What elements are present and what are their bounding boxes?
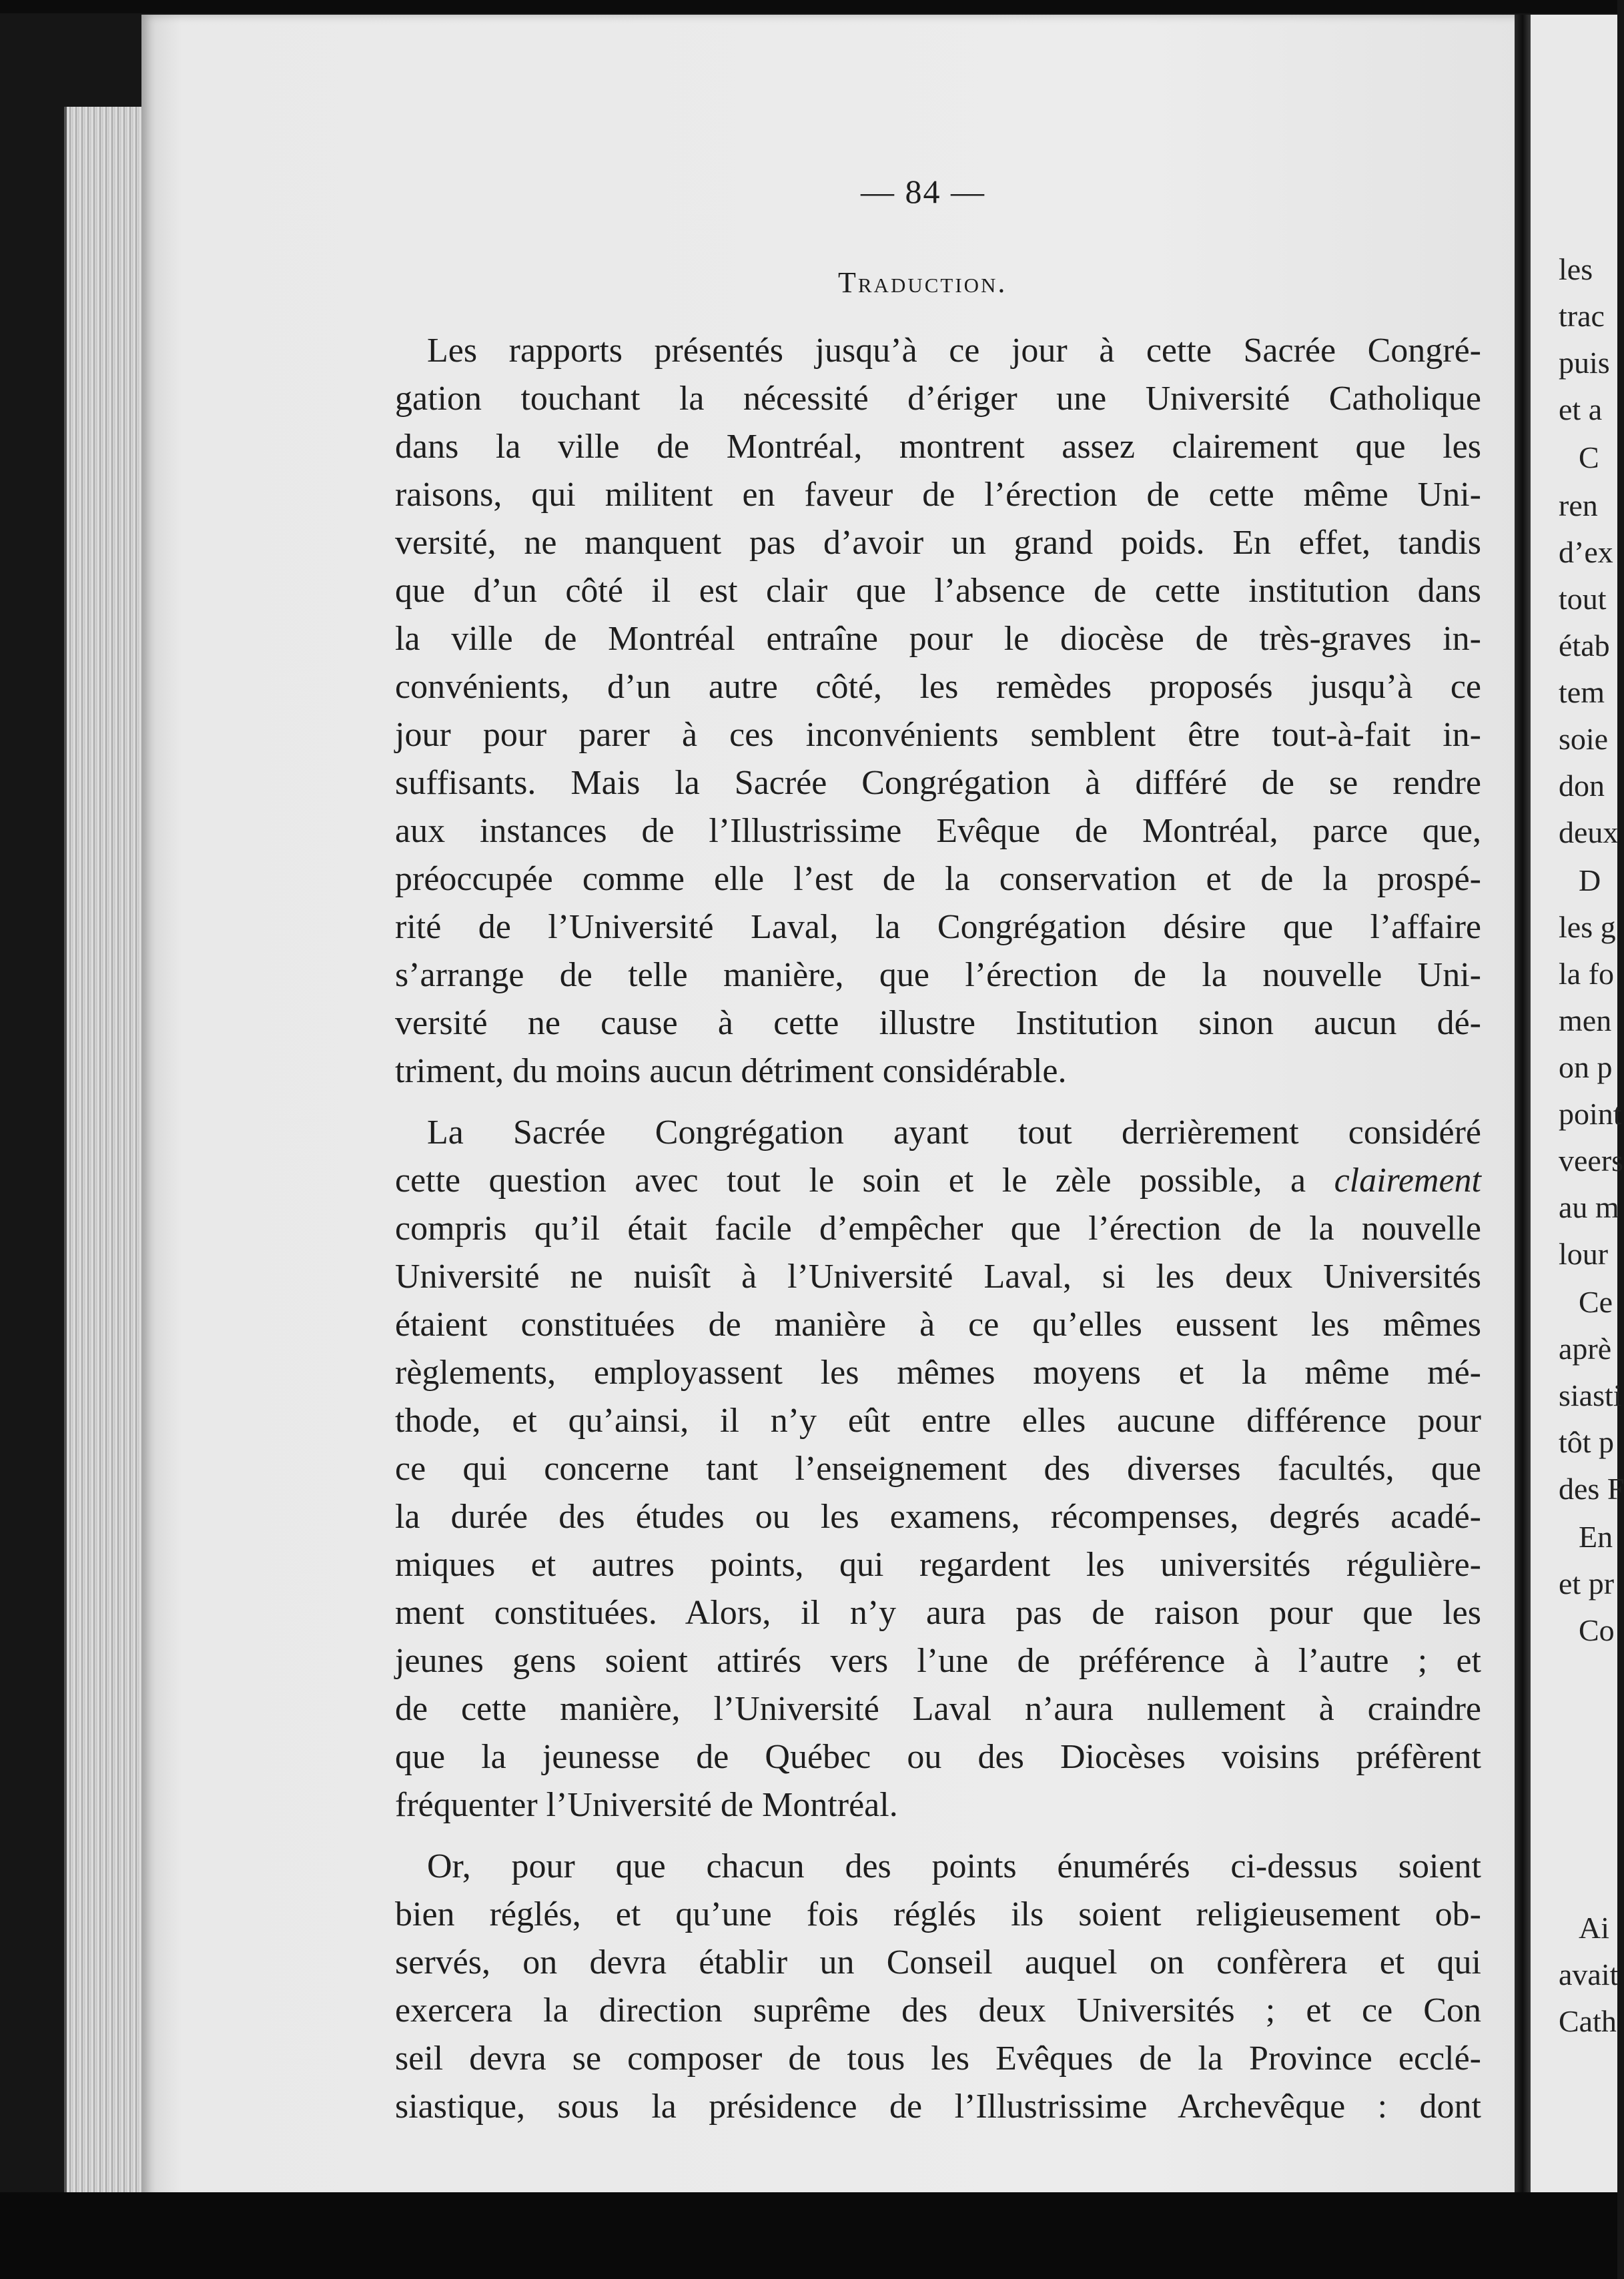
facing-page-fragment: et a: [1559, 392, 1603, 426]
text-line: compris qu’il était facile d’empêcher que l’érection de la nouvelle: [395, 1210, 1481, 1248]
text-line: dans la ville de Montréal, montrent assez clairement que les: [395, 428, 1481, 466]
facing-page-fragment: tôt p: [1559, 1425, 1615, 1459]
facing-page-fragment: trac: [1559, 299, 1605, 333]
facing-page-fragment: D: [1579, 863, 1601, 897]
facing-page-fragment: aprè: [1559, 1332, 1612, 1366]
text-line: fréquenter l’Université de Montréal.: [395, 1786, 898, 1824]
text-line: suffisants. Mais la Sacrée Congrégation à différé de se rendre: [395, 764, 1481, 802]
text-line: jour pour parer à ces inconvénients semblent être tout-à-fait in-: [395, 716, 1481, 754]
text-line: rité de l’Université Laval, la Congrégation désire que l’affaire: [395, 908, 1481, 946]
facing-page-fragment: étab: [1559, 628, 1610, 662]
text-line: gation touchant la nécessité d’ériger une Université Catholique: [395, 380, 1481, 418]
text-line: Or, pour que chacun des points énumérés ci-dessus soient: [427, 1847, 1481, 1885]
text-line: bien réglés, et qu’une fois réglés ils soient religieusement ob-: [395, 1895, 1481, 1933]
text-line: triment, du moins aucun détriment considérable.: [395, 1052, 1067, 1090]
text-line: La Sacrée Congrégation ayant tout derrièrement considéré: [427, 1113, 1481, 1152]
facing-page-fragment: et pr: [1559, 1566, 1615, 1601]
facing-page-fragment: point: [1559, 1097, 1622, 1131]
facing-page-fragment: veers: [1559, 1144, 1624, 1178]
facing-page: [1531, 15, 1624, 2200]
facing-page-fragment: siasti: [1559, 1378, 1622, 1412]
text-line: ce qui concerne tant l’enseignement des diverses facultés, que: [395, 1450, 1481, 1488]
facing-page-fragment: au m: [1559, 1190, 1619, 1224]
facing-page-fragment: En: [1579, 1520, 1613, 1554]
text-line-start: cette question avec tout le soin et le zèle possible, a: [395, 1162, 1306, 1200]
text-line: raisons, qui militent en faveur de l’érection de cette même Uni-: [395, 476, 1481, 514]
body-text: [395, 327, 1481, 2144]
text-line: la ville de Montréal entraîne pour le diocèse de très-graves in-: [395, 620, 1481, 658]
paragraph: [395, 1843, 1481, 2131]
facing-page-fragment: tout: [1559, 582, 1607, 616]
facing-page-fragment: soie: [1559, 722, 1609, 756]
text-line: versité, ne manquent pas d’avoir un grand poids. En effet, tandis: [395, 524, 1481, 562]
facing-page-fragment: Ce: [1579, 1285, 1613, 1319]
page-number: — 84 —: [861, 173, 985, 210]
facing-page-fragment: don: [1559, 769, 1605, 803]
text-line: que la jeunesse de Québec ou des Diocèses voisins préfèrent: [395, 1738, 1481, 1776]
text-line: versité ne cause à cette illustre Institution sinon aucun dé-: [395, 1004, 1481, 1042]
paragraph: [395, 1109, 1481, 1829]
text-line: convénients, d’un autre côté, les remèdes proposés jusqu’à ce: [395, 668, 1481, 706]
text-line: ment constituées. Alors, il n’y aura pas de raison pour que les: [395, 1594, 1481, 1632]
text-line: étaient constituées de manière à ce qu’elles eussent les mêmes: [395, 1306, 1481, 1344]
facing-page-fragment: Ai: [1579, 1911, 1609, 1945]
text-line: préoccupée comme elle l’est de la conservation et de la prospé-: [395, 860, 1481, 898]
section-heading: Traduction.: [838, 266, 1007, 299]
scan-border-bottom: [0, 2192, 1617, 2279]
facing-page-fragment: lour: [1559, 1237, 1609, 1271]
text-line: règlements, employassent les mêmes moyens et la même mé-: [395, 1354, 1481, 1392]
book-gutter: [1515, 15, 1531, 2200]
text-line: seil devra se composer de tous les Evêques de la Province ecclé-: [395, 2039, 1481, 2078]
facing-page-fragment: tem: [1559, 675, 1605, 709]
facing-page-fragment: des F: [1559, 1472, 1624, 1506]
facing-page-fragment: d’ex: [1559, 535, 1613, 569]
text-line: que d’un côté il est clair que l’absence de cette institution dans: [395, 572, 1481, 610]
text-line: Les rapports présentés jusqu’à ce jour à cette Sacrée Congré-: [427, 332, 1481, 370]
text-line: de cette manière, l’Université Laval n’aura nullement à craindre: [395, 1690, 1481, 1728]
text-line: siastique, sous la présidence de l’Illustrissime Archevêque : dont: [395, 2088, 1481, 2126]
text-line: la durée des études ou les examens, récompenses, degrés acadé-: [395, 1498, 1481, 1536]
text-line: thode, et qu’ainsi, il n’y eût entre elles aucune différence pour: [395, 1402, 1481, 1440]
facing-page-fragment: la fo: [1559, 957, 1615, 991]
facing-page-fragment: C: [1579, 440, 1599, 474]
text-line: jeunes gens soient attirés vers l’une de préférence à l’autre ; et: [395, 1642, 1481, 1680]
facing-page-fragment: avait: [1559, 1957, 1619, 1991]
text-line: miques et autres points, qui regardent les universités régulière-: [395, 1546, 1481, 1584]
text-line: Université ne nuisît à l’Université Laval, si les deux Universités: [395, 1258, 1481, 1296]
italic-word: clairement: [1334, 1162, 1482, 1200]
text-line: exercera la direction suprême des deux Universités ; et ce Con: [395, 1991, 1481, 2029]
facing-page-fragment: deux: [1559, 815, 1619, 849]
scan-border-top: [0, 0, 1617, 13]
text-line: aux instances de l’Illustrissime Evêque de Montréal, parce que,: [395, 812, 1481, 850]
book-page-edges: [64, 107, 152, 2195]
facing-page-fragment: on p: [1559, 1050, 1613, 1084]
facing-page-fragment: puis: [1559, 346, 1610, 380]
facing-page-fragment: Co: [1579, 1613, 1615, 1647]
facing-page-fragment: men: [1559, 1003, 1612, 1037]
facing-page-fragment: les g: [1559, 910, 1616, 944]
text-line: [395, 1157, 1481, 1205]
facing-page-fragment: les: [1559, 252, 1593, 286]
text-line: servés, on devra établir un Conseil auquel on confèrera et qui: [395, 1943, 1481, 1981]
paragraph: [395, 327, 1481, 1095]
text-line: s’arrange de telle manière, que l’érection de la nouvelle Uni-: [395, 956, 1481, 994]
facing-page-fragment: Cath: [1559, 2004, 1617, 2038]
facing-page-fragment: ren: [1559, 488, 1598, 522]
